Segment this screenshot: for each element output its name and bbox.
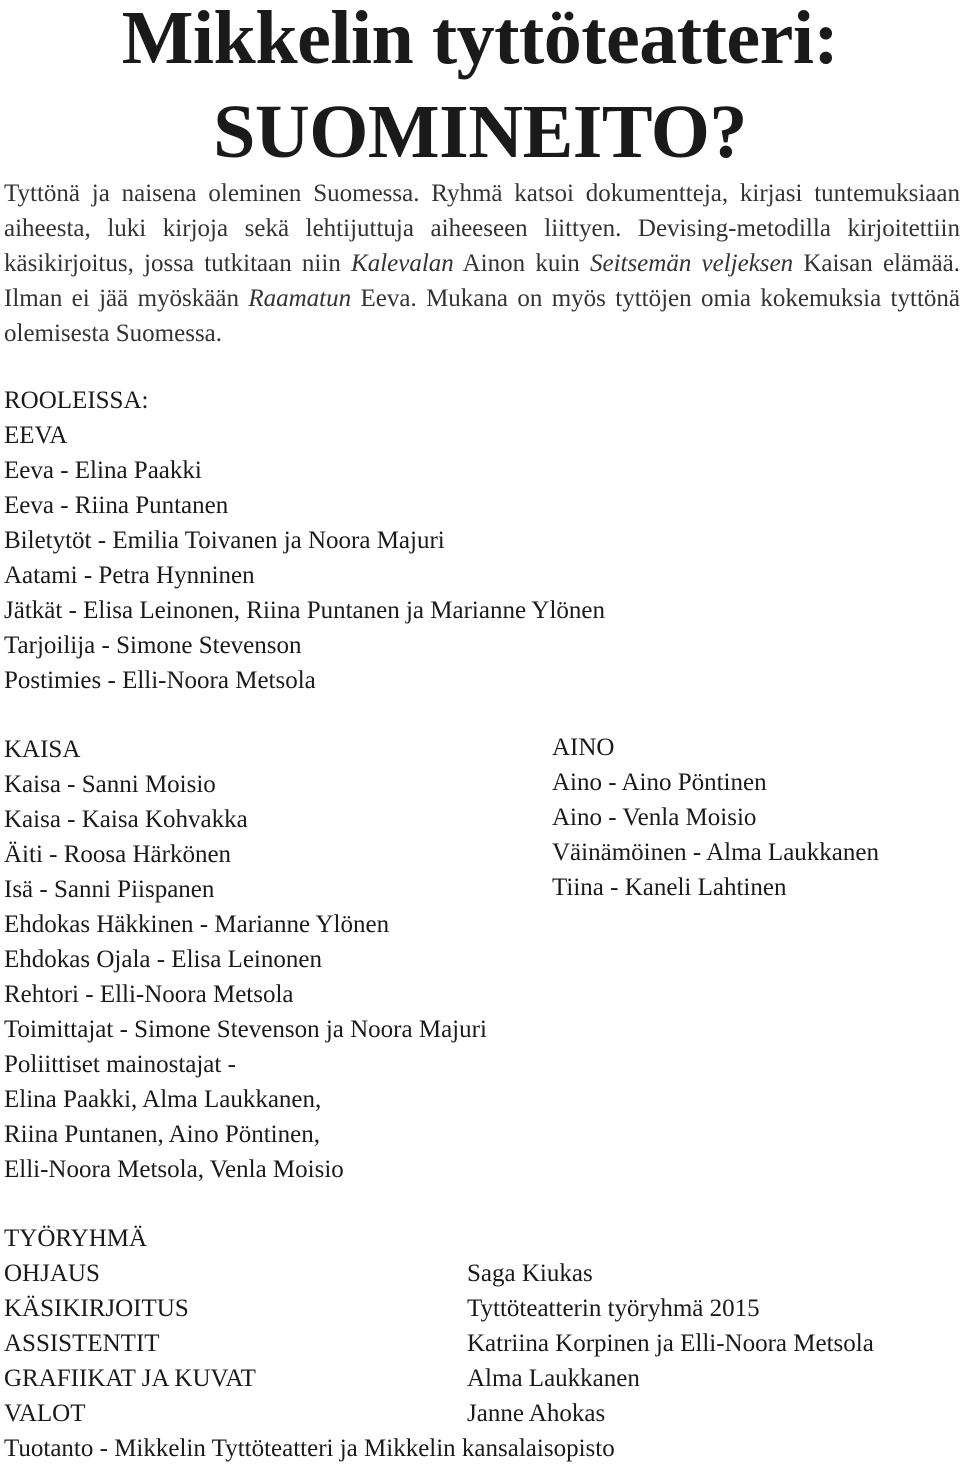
aino-heading: AINO <box>552 734 615 761</box>
eeva-cast-line: Jätkät - Elisa Leinonen, Riina Puntanen ja Marianne Ylönen <box>4 597 605 624</box>
kaisa-cast-line: Äiti - Roosa Härkönen <box>4 841 232 868</box>
crew-name: Katriina Korpinen ja Elli-Noora Metsola <box>467 1330 874 1357</box>
crew-heading: TYÖRYHMÄ <box>4 1225 148 1252</box>
crew-name: Tyttöteatterin työryhmä 2015 <box>467 1295 760 1322</box>
aino-cast-line: Tiina - Kaneli Lahtinen <box>552 874 787 901</box>
kaisa-cast-line: Elina Paakki, Alma Laukkanen, <box>4 1086 322 1113</box>
kaisa-heading: KAISA <box>4 736 81 763</box>
eeva-cast-line: Biletytöt - Emilia Toivanen ja Noora Majuri <box>4 527 445 554</box>
kaisa-cast-line: Ehdokas Häkkinen - Marianne Ylönen <box>4 911 390 938</box>
eeva-cast-line: Eeva - Elina Paakki <box>4 457 202 484</box>
crew-name: Janne Ahokas <box>467 1400 606 1427</box>
intro-italic-raamatun: Raamatun <box>248 285 352 312</box>
eeva-cast-line: Tarjoilija - Simone Stevenson <box>4 632 302 659</box>
kaisa-cast-line: Kaisa - Sanni Moisio <box>4 771 216 798</box>
page-title-line-2: SUOMINEITO? <box>213 90 747 174</box>
kaisa-cast-line: Toimittajat - Simone Stevenson ja Noora Majuri <box>4 1016 487 1043</box>
eeva-cast-line: Eeva - Riina Puntanen <box>4 492 229 519</box>
crew-role: GRAFIIKAT JA KUVAT <box>4 1365 256 1392</box>
intro-text-4: Eeva. Mukana on myös tyttöjen omia kokemuksia tyttönä olemisesta Suomessa. <box>4 285 960 347</box>
production-line: Tuotanto - Mikkelin Tyttöteatteri ja Mikkelin kansalaisopisto <box>4 1435 615 1462</box>
intro-text-1: Tyttönä ja naisena oleminen Suomessa. Ryhmä katsoi dokumentteja, kirjasi tuntemuksiaan aiheesta, luki kirjoja sekä lehtijuttuja aiheeseen liittyen. Devising-metodilla kirjoitettiin käsikirjoitus, jossa tutkitaan niin <box>4 180 960 277</box>
kaisa-cast-line: Rehtori - Elli-Noora Metsola <box>4 981 294 1008</box>
page-title-line-1: Mikkelin tyttöteatteri: <box>121 0 839 80</box>
intro-italic-seitseman-veljeksen: Seitsemän veljeksen <box>589 250 794 277</box>
kaisa-cast-line: Elli-Noora Metsola, Venla Moisio <box>4 1156 344 1183</box>
kaisa-cast-line: Ehdokas Ojala - Elisa Leinonen <box>4 946 322 973</box>
crew-name: Saga Kiukas <box>467 1260 593 1287</box>
intro-text-2: Ainon kuin <box>453 250 590 277</box>
kaisa-cast-line: Poliittiset mainostajat - <box>4 1051 236 1078</box>
crew-role: VALOT <box>4 1400 86 1427</box>
eeva-cast-line: Postimies - Elli-Noora Metsola <box>4 667 316 694</box>
crew-name: Alma Laukkanen <box>467 1365 640 1392</box>
eeva-cast-line: Aatami - Petra Hynninen <box>4 562 255 589</box>
crew-role: OHJAUS <box>4 1260 100 1287</box>
intro-text-3: Kaisan elämää. Ilman ei jää myöskään <box>4 250 960 312</box>
intro-italic-kalevalan: Kalevalan <box>351 250 454 277</box>
crew-role: ASSISTENTIT <box>4 1330 160 1357</box>
intro-paragraph <box>4 176 960 351</box>
aino-cast-line: Aino - Aino Pöntinen <box>552 769 767 796</box>
crew-role: KÄSIKIRJOITUS <box>4 1295 189 1322</box>
roles-heading: ROOLEISSA: <box>4 387 149 414</box>
aino-cast-line: Väinämöinen - Alma Laukkanen <box>552 839 879 866</box>
kaisa-cast-line: Riina Puntanen, Aino Pöntinen, <box>4 1121 320 1148</box>
kaisa-cast-line: Kaisa - Kaisa Kohvakka <box>4 806 248 833</box>
eeva-heading: EEVA <box>4 422 68 449</box>
kaisa-cast-line: Isä - Sanni Piispanen <box>4 876 215 903</box>
aino-cast-line: Aino - Venla Moisio <box>552 804 757 831</box>
